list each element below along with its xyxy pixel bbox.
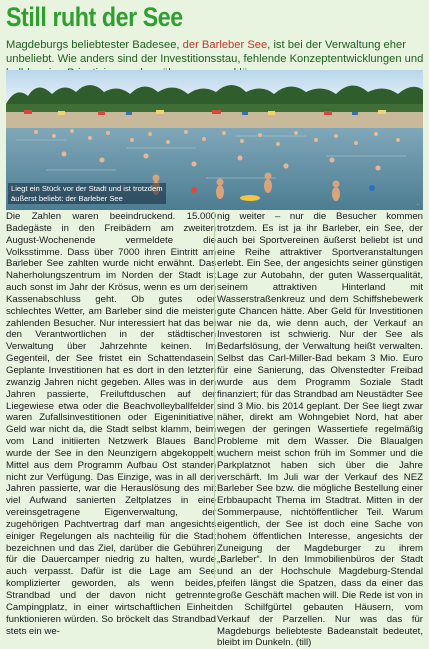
photo-caption (8, 183, 166, 204)
lead-highlight: der Barleber See (182, 39, 268, 51)
article-column-right (217, 211, 423, 649)
article-body-right: nig weiter – nur die Besucher kommen trotzdem. Es ist ja ihr Barleber, ein See, der auch bei Sportvereinen äußerst beliebt ist und eine Reihe attraktiver Sportveranstaltungen erlebt. Ein See, der angesichts seiner günstigen Lage zur Autobahn, der guten Wasserqualität, seinem attraktiven Hinterland mit Wasserstraßenkreuz und dem Schiffshebewerk gute Chancen hätte. Aber Geld für Investitionen war nie da, wie denn auch, der Verkauf an Investoren ist schwierig. Nur der See als Bedarfslösung, der Verwaltung heißt verwalten. Selbst das Carl-Miller-Bad bekam 3 Mio. Euro für eine Sanierung, das Olvenstedter Freibad wurde aus dem Programm Soziale Stadt finanziert; für das Strandbad am Neustädter See sind 3 Mio. bis 2014 geplant. Der See liegt zwar näher, direkt am Wohngebiet Nord, hat aber wegen der geringen Wassertiefe regelmäßig Probleme mit dem Wasser. Die Blaualgen wuchern meist schon früh im Sommer und die Parkplatznot haben sich über die Jahre verschärft. Im Juli war der Verkauf des NEZ Barleber See bzw. die mögliche Bestellung einer Erbbaupacht Thema im Stadtrat. Mitten in der Sommerpause, nichtöffentlicher Teil. Warum eigentlich, der See ist doch eine Sache von hohem öffentlichen Interesse, angesichts der Zuneigung der Magdeburger zu ihrem „Barleber“. In den Immobilienbüros der Stadt und an der Hochschule Magdeburg-Stendal pfeifen längst die Spatzen, dass da einer das große Geschäft machen will. Die Rede ist von in den Schilfgürtel gebauten Häusern, vom Verkauf der Parzellen. Nur was das für Magdeburgs beliebteste Badeanstalt bedeutet, bleibt im Dunkeln. (till) (217, 211, 423, 649)
article-body-left: Die Zahlen waren beeindruckend. 15.000 Badegäste in den Freibädern am zweiten August-Wochenende vermeldete die Volksstimme. Dass über 7000 ihren Eintritt am Barleber See zahlten wurde nicht erwähnt. Das Naherholungszentrum im Norden der Stadt ist auch sonst im Jahr der Krösus, wenn es um den Kassenabschluss geht. Ob gutes oder schlechtes Wetter, am Barleber sind die meisten zahlenden Besucher. Nur interessiert hat das bei den Verantwortlichen in der städtischen Verwaltung über Jahrzehnte keinen. Im Gegenteil, der See fristet ein Schattendasein. Geplante Investitionen hat es dort in den letzten zwanzig Jahren nicht gegeben. Alles was in den Jahren passierte, Freiluftduschen auf der Liegewiese etwa oder die Beachvolleyballfelder, waren Zufallsinvestitionen oder Eigeninitiative. Geld war nicht da, die Stadt selbst klamm, beim vom Land initiierten Netzwerk Blaues Band wurde der See in den Neunzigern abgekoppelt, Mittel aus dem Programm Aufbau Ost standen nicht zur Verfügung. Das Einzige, was in all den Jahren passierte, war die Herauslösung des mit viel Aufwand sanierten Zeltplatzes in eine vereinsgetragene Eigenverwaltung, der zugehörigen Pachtvertrag darf man angesichts einiger Regelungen als nachteilig für die Stadt bezeichnen und das Ziel, darüber die Gebühren für die Dauercamper niedrig zu halten, wurde auch verpasst. Dafür ist die Lage am See komplizierter geworden, als wenn beides, Strandbad und der davon nicht getrennte Campingplatz, in einer wirtschaftlichen Einheit funktionieren würden. So bröckelt das Strandbad stets ein we- (6, 211, 216, 637)
lead-text-end: , ist bei der Verwaltung eher unbeliebt. Wie anders sind der Investitionsstau, fehlende Konzeptentwicklungen und (6, 39, 424, 66)
column-divider (214, 212, 215, 578)
article-column-left (6, 211, 216, 637)
photo-credit-mark: · (417, 202, 419, 208)
article-headline: Still ruht der See (6, 2, 183, 32)
photo-caption-line-1: Liegt ein Stück vor der Stadt und ist trotzdem (11, 184, 163, 193)
photo-caption-line-2: äußerst beliebt: der Barleber See (11, 193, 123, 203)
lead-text-start: Magdeburgs beliebtester Badesee, (6, 39, 183, 51)
